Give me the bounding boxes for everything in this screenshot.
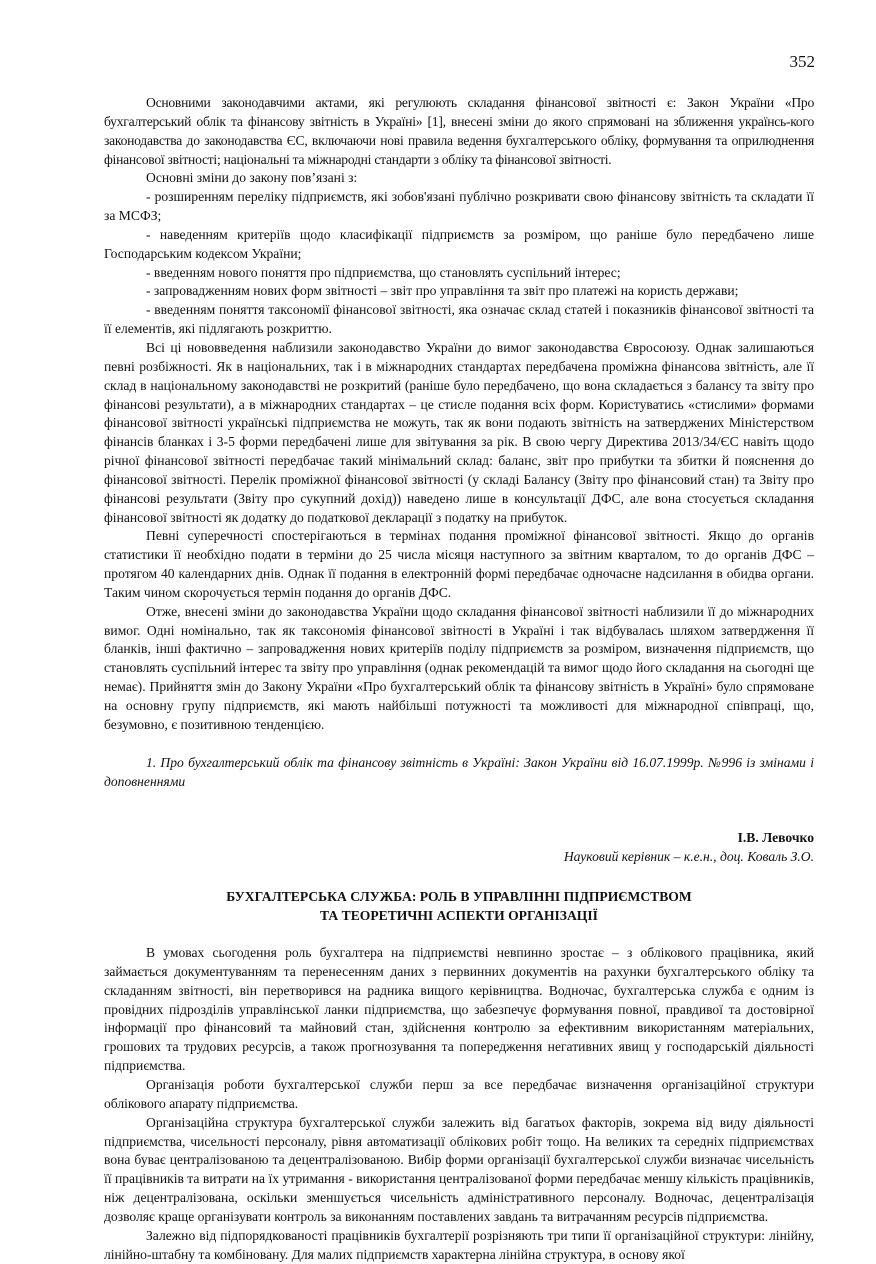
paragraph: Певні суперечності спостерігаються в термінах подання проміжної фінансової звітності. Якщо до органів статистики її необхідно подати в терміни до 25 числа місяця наступного за звітним кварталом, то до органів ДФС – протягом 40 календарних днів. Однак її подання в електронній формі передбачає одночасне надсилання в обидва органи. Таким чином скорочується термін подання до органів ДФС.: [104, 528, 814, 600]
article-title: [104, 887, 814, 925]
article-1: [104, 94, 814, 791]
author-block: [104, 829, 814, 867]
paragraph: Організація роботи бухгалтерської служби перш за все передбачає визначення організаційної структури облікового апарату підприємства.: [104, 1076, 814, 1111]
paragraph: Організаційна структура бухгалтерської служби залежить від багатьох факторів, зокрема від виду діяльності підприємства, чисельності персоналу, рівня автоматизації облікових робіт тощо. На великих та середніх підприємствах вона буває централізованою та децентралізованою. Вибір форми організації бухгалтерської служби визначає чисельність її працівників та витрати на їх утримання - використання централізованої форми передбачає меншу кількість працівників, ніж децентралізована, оскільки зменшується чисельність адміністративного персоналу. Водночас, децентралізація дозволяє краще організувати контроль за виконанням поставлених завдань та витрачанням ресурсів підприємства.: [104, 1114, 814, 1224]
list-item: - введенням нового поняття про підприємства, що становлять суспільний інтерес;: [146, 264, 621, 280]
paragraph: Отже, внесені зміни до законодавства України щодо складання фінансової звітності наблизили її до міжнародних вимог. Одні номінально, так як таксономія фінансової звітності в Україні і так відбувалась шляхом затвердження її бланків, інші фактично – запровадження нових критеріїв поділу підприємств за розміром, визначення підприємств, що становлять суспільний інтерес та звіту про управління (однак рекомендацій та вимог щодо його складання на сьогодні ще немає). Прийняття змін до Закону України «Про бухгалтерський облік та фінансову звітність в Україні» було спрямоване на основну групу підприємств, які мають найбільші потужності та можливості для міжнародної співпраці, що, безумовно, є позитивною тенденцією.: [104, 603, 814, 732]
paragraph: Залежно від підпорядкованості працівників бухгалтерії розрізняють три типи її організаційної структури: лінійну, лінійно-штабну та комбіновану. Для малих підприємств характерна лінійна структура, в основу якої: [104, 1227, 814, 1262]
page-number: 352: [789, 52, 815, 71]
list-item: - запровадженням нових форм звітності – звіт про управління та звіт про платежі на користь держави;: [146, 283, 739, 299]
page-content: [104, 94, 814, 1264]
paragraph: Основні зміни до закону пов’язані з:: [146, 170, 358, 186]
list-item: - наведенням критеріїв щодо класифікації підприємств за розміром, що раніше було передбачено лише Господарським кодексом України;: [104, 226, 814, 261]
paragraph: В умовах сьогодення роль бухгалтера на підприємстві невпинно зростає – з облікового працівника, який займається документуванням та перенесенням даних з первинних документів на рахунки бухгалтерського обліку та складанням звітності, він перетворився на радника вищого керівництва. Водночас, бухгалтерська служба є одним із провідних підрозділів управлінської ланки підприємства, що забезпечує формування повної, правдивої та достовірної інформації про фінансовий та майновий стан, здійснення контролю за ефективним використанням матеріальних, грошових та трудових ресурсів, а також прогнозування та попередження негативних явищ у господарській діяльності підприємства.: [104, 945, 814, 1074]
article-2: [104, 829, 814, 1264]
article-title-line-2: ТА ТЕОРЕТИЧНІ АСПЕКТИ ОРГАНІЗАЦІЇ: [320, 908, 598, 924]
article-title-line-1: БУХГАЛТЕРСЬКА СЛУЖБА: РОЛЬ В УПРАВЛІННІ ПІДПРИЄМСТВОМ: [226, 889, 692, 905]
list-item: - розширенням переліку підприємств, які зобов'язані публічно розкривати свою фінансову звітність та складати її за МСФЗ;: [104, 189, 814, 224]
paragraph: Основними законодавчими актами, які регулюють складання фінансової звітності є: Закон України «Про бухгалтерський облік та фінансову звітність в Україні» [1], внесені зміни до якого спрямовані на зближення українсь-кого законодавства до законодавства ЄС, включаючи нові правила ведення бухгалтерського обліку, формування та оприлюднення фінансової звітності; національні та міжнародні стандарти з обліку та фінансової звітності.: [104, 95, 814, 167]
list-item: - введенням поняття таксономії фінансової звітності, яка означає склад статей і показників фінансової звітності та її елементів, які підлягають розкриттю.: [104, 302, 814, 337]
reference-item: 1. Про бухгалтерський облік та фінансову звітність в Україні: Закон України від 16.07.1999р. №996 із змінами і доповненнями: [104, 754, 814, 789]
paragraph: Всі ці нововведення наблизили законодавство України до вимог законодавства Євросоюзу. Однак залишаються певні розбіжності. Як в національних, так і в міжнародних стандартах передбачена проміжна фінансова звітність, але її склад в національному законодавстві не розкритий (раніше було передбачено, що вона складається з балансу та звіту про фінансові результати), а в міжнародних стандартах – це стисле подання всіх форм. Користуватись «стислими» формами фінансової звітності українські підприємства не можуть, так як вони подають звітність на затверджених Міністерством фінансів бланках і 3-5 форми передбачені лише для звітування за рік. В свою чергу Директива 2013/34/ЄС навіть щодо річної фінансової звітності передбачає такий мінімальний склад: баланс, звіт про прибутки та збитки й пояснення до фінансової звітності. Перелік проміжної фінансової звітності (у складі Балансу (Звіту про фінансовий стан) та Звіту про фінансові результати (Звіту про сукупний дохід)) наведено лише в консультації ДФС, але вона стосується складання фінансової звітності як додатку до податкової декларації з податку на прибуток.: [104, 339, 814, 525]
author-name: І.В. Левочко: [737, 830, 814, 846]
supervisor-line: Науковий керівник – к.е.н., доц. Коваль З.О.: [563, 849, 814, 865]
